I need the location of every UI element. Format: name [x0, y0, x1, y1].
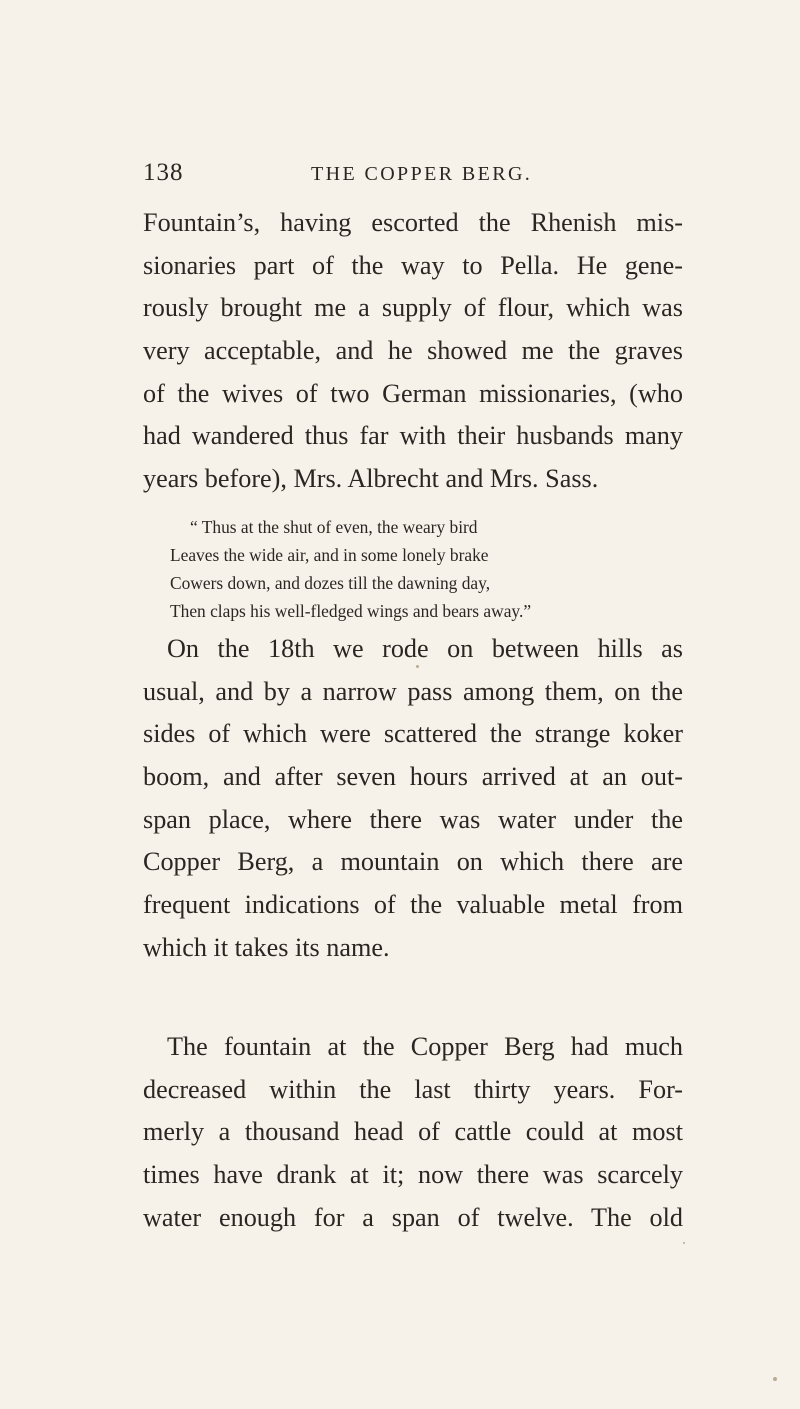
- paragraph-line: span place, where there was water under the: [143, 804, 683, 834]
- page-number: 138: [143, 159, 184, 186]
- paragraph-line: times have drank at it; now there was scarcely: [143, 1160, 683, 1190]
- paragraph-line: frequent indications of the valuable metal from: [143, 890, 683, 920]
- paragraph-line: sionaries part of the way to Pella. He gene-: [143, 250, 683, 280]
- paragraph-line: usual, and by a narrow pass among them, on the: [143, 676, 683, 706]
- running-title: THE COPPER BERG.: [311, 163, 533, 185]
- paragraph-line: The fountain at the Copper Berg had much: [167, 1032, 683, 1061]
- paragraph-line: years before), Mrs. Albrecht and Mrs. Sass.: [143, 464, 599, 494]
- paragraph-line: water enough for a span of twelve. The old: [143, 1202, 683, 1232]
- paragraph-line: very acceptable, and he showed me the graves: [143, 336, 683, 366]
- paragraph-line: Copper Berg, a mountain on which there are: [143, 847, 683, 877]
- paragraph-line: sides of which were scattered the strange koker: [143, 719, 683, 749]
- paragraph-line: Fountain’s, having escorted the Rhenish mis-: [143, 208, 683, 237]
- paragraph-line: had wandered thus far with their husbands many: [143, 421, 683, 451]
- running-head: [143, 158, 703, 188]
- paper-speck: [416, 665, 419, 668]
- paragraph-line: of the wives of two German missionaries, (who: [143, 378, 683, 408]
- paragraph-line: decreased within the last thirty years. For-: [143, 1074, 683, 1104]
- paper-speck: [773, 1377, 777, 1381]
- paragraph-1: [143, 202, 683, 501]
- paragraph-2: [143, 628, 683, 970]
- verse-quotation: [170, 513, 670, 625]
- paper-speck: [683, 1242, 685, 1244]
- paragraph-line: rously brought me a supply of flour, which was: [143, 293, 683, 323]
- paragraph-3: [143, 1026, 683, 1239]
- paragraph-line: which it takes its name.: [143, 932, 390, 962]
- verse-line: Cowers down, and dozes till the dawning day,: [170, 573, 491, 593]
- paragraph-line: merly a thousand head of cattle could at most: [143, 1117, 683, 1147]
- paragraph-line: On the 18th we rode on between hills as: [167, 634, 683, 663]
- verse-line: Leaves the wide air, and in some lonely brake: [170, 545, 489, 565]
- verse-line: “ Thus at the shut of even, the weary bird: [190, 517, 478, 537]
- verse-line: Then claps his well-fledged wings and bears away.”: [170, 601, 532, 621]
- paragraph-line: boom, and after seven hours arrived at an out-: [143, 762, 683, 792]
